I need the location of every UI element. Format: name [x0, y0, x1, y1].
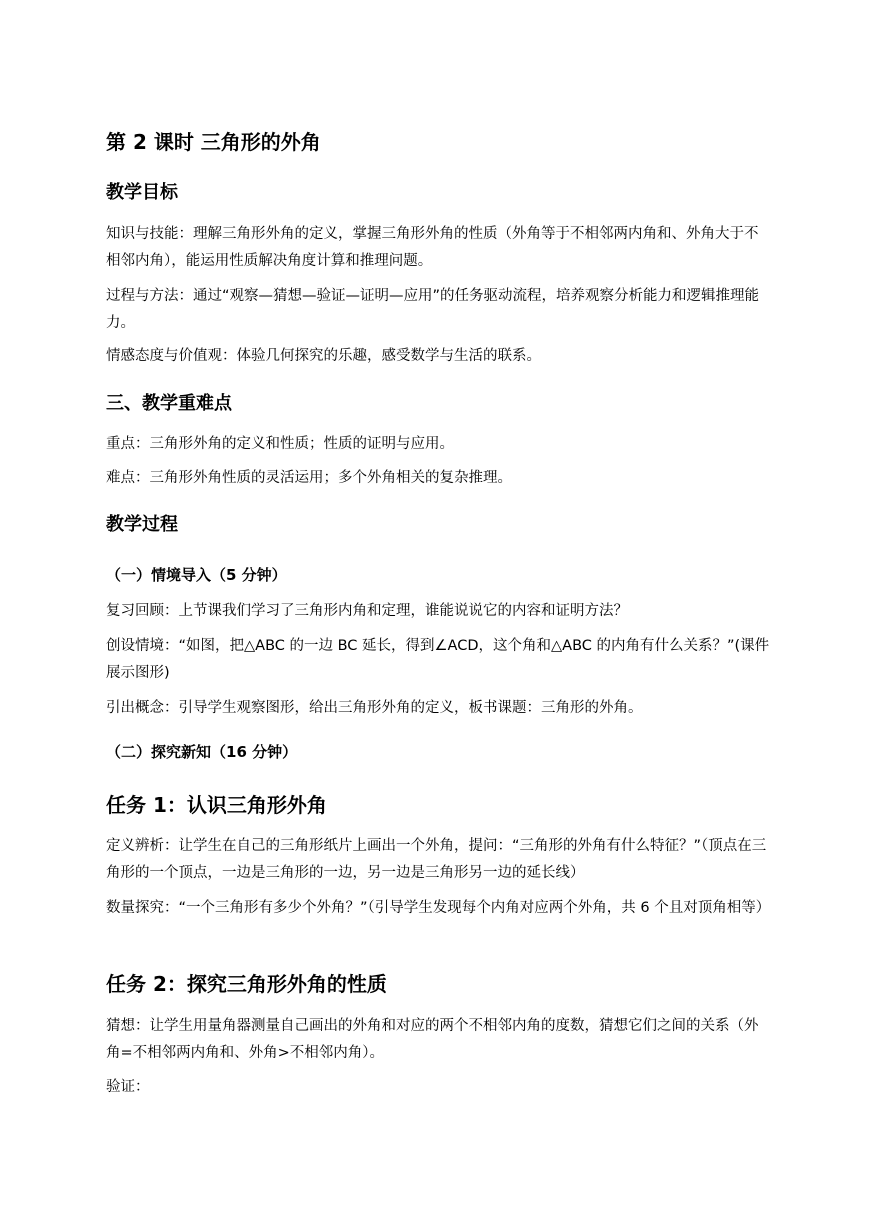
key-points-heading: 三、教学重难点: [106, 393, 232, 414]
task1-quantity: 数量探究：“一个三角形有多少个外角？”（引导学生发现每个内角对应两个外角，共 6 个且对顶角相等）: [106, 900, 771, 916]
part1-concept: 引出概念：引导学生观察图形，给出三角形外角的定义，板书课题：三角形的外角。: [106, 700, 643, 716]
part1-heading: （一）情境导入（5 分钟）: [106, 566, 287, 584]
task2-verify: 验证：: [106, 1079, 150, 1095]
objectives-heading: 教学目标: [106, 182, 178, 203]
task2-heading: 任务 2：探究三角形外角的性质: [106, 972, 387, 996]
key-point-important: 重点：三角形外角的定义和性质；性质的证明与应用。: [106, 436, 454, 452]
part1-scenario: 创设情境：“如图，把△ABC 的一边 BC 延长，得到∠ACD，这个角和△ABC 的内角有什么关系？”(课件展示图形): [106, 638, 770, 681]
part2-heading: （二）探究新知（16 分钟）: [106, 743, 298, 761]
part1-review: 复习回顾：上节课我们学习了三角形内角和定理，谁能说说它的内容和证明方法？: [106, 603, 628, 619]
objective-process: 过程与方法：通过“观察—猜想—验证—证明—应用”的任务驱动流程，培养观察分析能力和逻辑推理能力。: [106, 288, 760, 331]
task1-definition: 定义辨析：让学生在自己的三角形纸片上画出一个外角，提问：“三角形的外角有什么特征？”（顶点在三角形的一个顶点，一边是三角形的一边，另一边是三角形另一边的延长线）: [106, 838, 767, 881]
key-point-difficult: 难点：三角形外角性质的灵活运用；多个外角相关的复杂推理。: [106, 470, 512, 486]
page-title: 第 2 课时 三角形的外角: [106, 130, 321, 154]
task2-guess: 猜想：让学生用量角器测量自己画出的外角和对应的两个不相邻内角的度数，猜想它们之间的关系（外角=不相邻两内角和、外角>不相邻内角）。: [106, 1018, 759, 1061]
process-heading: 教学过程: [106, 514, 178, 535]
objective-knowledge: 知识与技能：理解三角形外角的定义，掌握三角形外角的性质（外角等于不相邻两内角和、外角大于不相邻内角），能运用性质解决角度计算和推理问题。: [106, 226, 759, 269]
task1-heading: 任务 1：认识三角形外角: [106, 793, 327, 817]
objective-attitude: 情感态度与价值观：体验几何探究的乐趣，感受数学与生活的联系。: [106, 348, 541, 364]
